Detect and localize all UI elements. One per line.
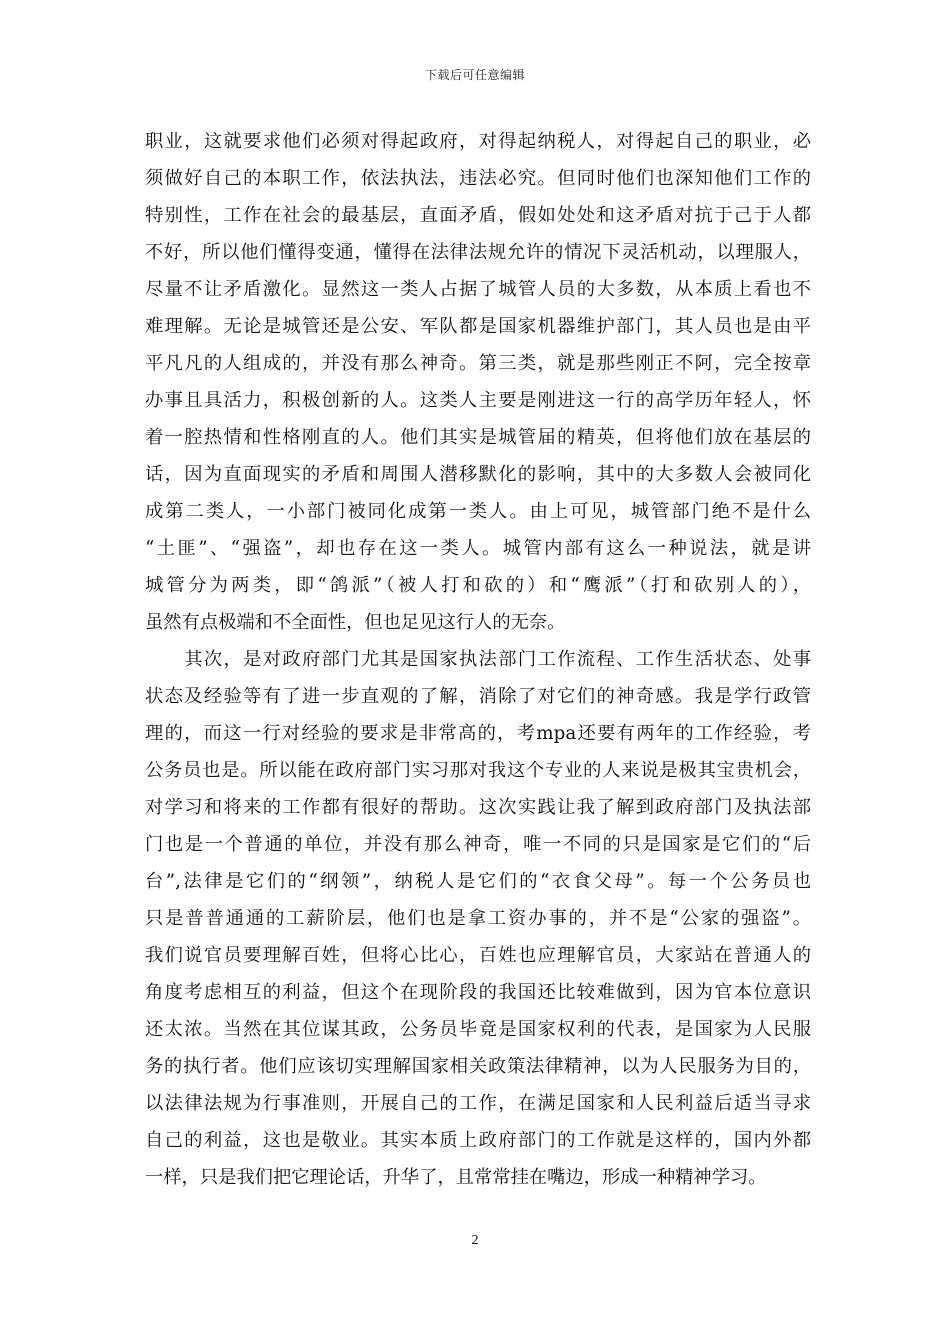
text-line: 自己的利益，这也是敬业。其实本质上政府部门的工作就是这样的，国内外都 <box>145 1130 811 1151</box>
text-line: 办事且具活力，积极创新的人。这类人主要是刚进这一行的高学历年轻人，怀 <box>145 390 811 411</box>
text-line: 我们说官员要理解百姓，但将心比心，百姓也应理解官员，大家站在普通人的 <box>145 945 811 966</box>
text-line: 状态及经验等有了进一步直观的了解，消除了对它们的神奇感。我是学行政管 <box>145 686 811 707</box>
text-line: 特别性，工作在社会的最基层，直面矛盾，假如处处和这矛盾对抗于己于人都 <box>145 205 811 226</box>
text-line: 还太浓。当然在其位谋其政，公务员毕竟是国家权利的代表，是国家为人民服 <box>145 1019 811 1040</box>
text-line: 城管分为两类，即“鸽派”（被人打和砍的）和“鹰派”（打和砍别人的）， <box>145 575 811 596</box>
text-line: 难理解。无论是城管还是公安、军队都是国家机器维护部门，其人员也是由平 <box>145 316 811 337</box>
text-line: 对学习和将来的工作都有很好的帮助。这次实践让我了解到政府部门及执法部 <box>145 797 811 818</box>
text-line: 理的，而这一行对经验的要求是非常高的，考mpa还要有两年的工作经验，考 <box>145 723 811 744</box>
text-line: 职业，这就要求他们必须对得起政府，对得起纳税人，对得起自己的职业，必 <box>145 131 811 152</box>
text-line: 不好，所以他们懂得变通，懂得在法律法规允许的情况下灵活机动，以理服人， <box>145 242 811 263</box>
text-line: 成第二类人，一小部门被同化成第一类人。由上可见，城管部门绝不是什么 <box>145 501 811 522</box>
body-text <box>145 123 811 1196</box>
text-line: 其次，是对政府部门尤其是国家执法部门工作流程、工作生活状态、处事 <box>145 649 811 670</box>
text-line: 角度考虑相互的利益，但这个在现阶段的我国还比较难做到，因为官本位意识 <box>145 982 811 1003</box>
text-line: 平凡凡的人组成的，并没有那么神奇。第三类，就是那些刚正不阿，完全按章 <box>145 353 811 374</box>
text-line: “土匪”、“强盗”，却也存在这一类人。城管内部有这么一种说法，就是讲 <box>145 538 811 559</box>
text-line: 尽量不让矛盾激化。显然这一类人占据了城管人员的大多数，从本质上看也不 <box>145 279 811 300</box>
paragraph-2 <box>145 641 811 1196</box>
page-header: 下载后可任意编辑 <box>424 68 525 82</box>
text-line: 话，因为直面现实的矛盾和周围人潜移默化的影响，其中的大多数人会被同化 <box>145 464 811 485</box>
text-line: 一样，只是我们把它理论话，升华了，且常常挂在嘴边，形成一种精神学习。 <box>145 1167 767 1188</box>
text-line: 着一腔热情和性格刚直的人。他们其实是城管届的精英，但将他们放在基层的 <box>145 427 811 448</box>
text-line: 以法律法规为行事准则，开展自己的工作，在满足国家和人民利益后适当寻求 <box>145 1093 811 1114</box>
page-number: 2 <box>471 1233 479 1248</box>
text-line: 公务员也是。所以能在政府部门实习那对我这个专业的人来说是极其宝贵机会， <box>145 760 811 781</box>
paragraph-1 <box>145 123 811 641</box>
text-line: 须做好自己的本职工作，依法执法，违法必究。但同时他们也深知他们工作的 <box>145 168 811 189</box>
text-line: 门也是一个普通的单位，并没有那么神奇，唯一不同的只是国家是它们的“后 <box>145 834 811 855</box>
text-line: 台”,法律是它们的“纲领”，纳税人是它们的“衣食父母”。每一个公务员也 <box>145 871 811 892</box>
text-line: 虽然有点极端和不全面性，但也足见这行人的无奈。 <box>145 612 566 633</box>
text-line: 只是普普通通的工薪阶层，他们也是拿工资办事的，并不是“公家的强盗”。 <box>145 908 811 929</box>
text-line: 务的执行者。他们应该切实理解国家相关政策法律精神，以为人民服务为目的， <box>145 1056 811 1077</box>
